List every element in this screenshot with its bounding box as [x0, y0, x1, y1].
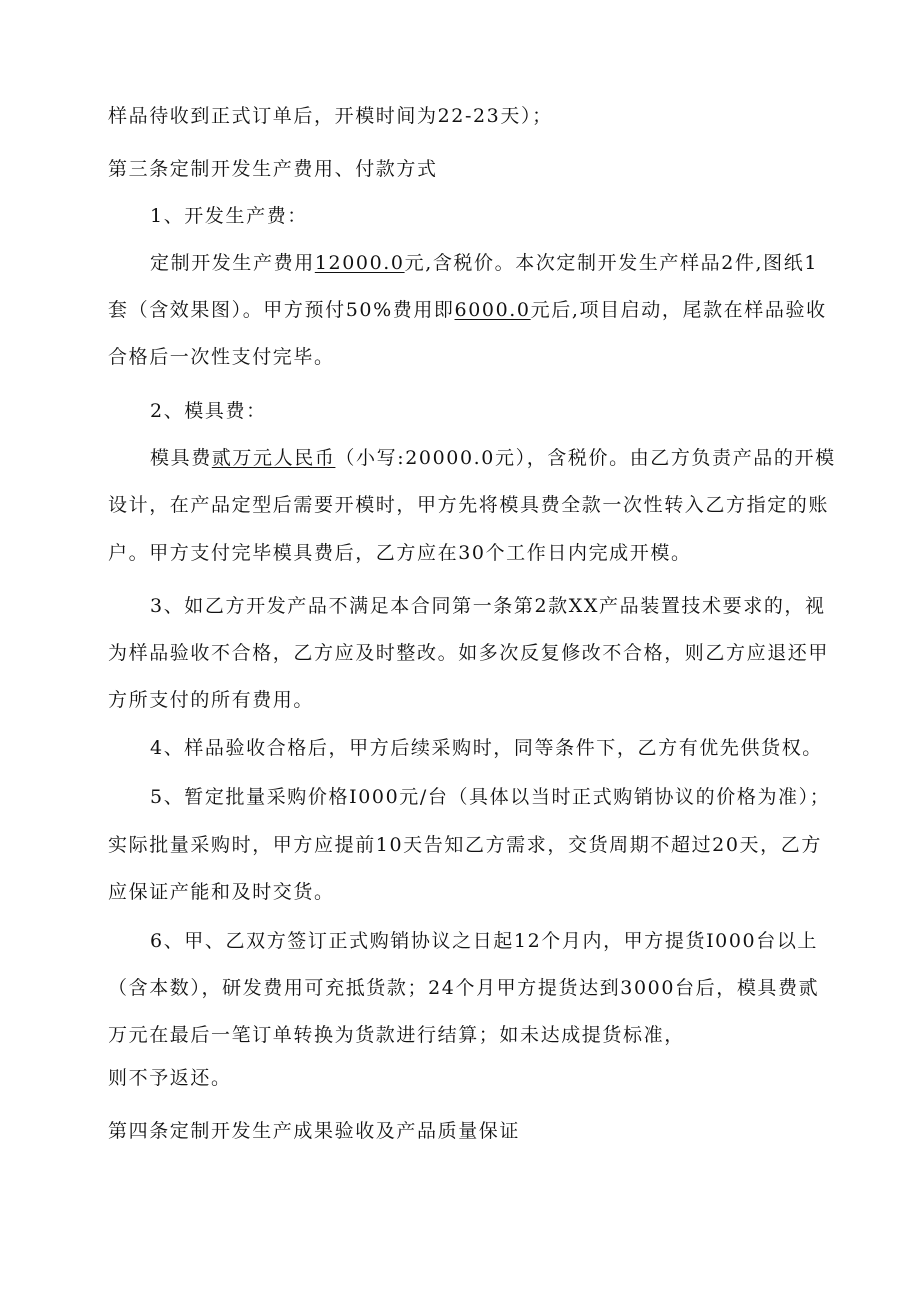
- text-line: 万元在最后一笔订单转换为货款进行结算；如未达成提货标准，: [108, 1024, 685, 1046]
- text-line: 则不予返还。: [108, 1067, 232, 1089]
- prepay-amount: 6000.0: [454, 299, 531, 321]
- text-line: 3、如乙方开发产品不满足本合同第一条第2款XX产品装置技术要求的，视: [150, 595, 826, 617]
- text-line: 6、甲、乙双方签订正式购销协议之日起12个月内，甲方提货I000台以上: [150, 930, 819, 952]
- text-line: [150, 250, 818, 276]
- text-line: 合格后一次性支付完毕。: [108, 346, 335, 368]
- text-line: 设计，在产品定型后需要开模时，甲方先将模具费全款一次性转入乙方指定的账: [108, 494, 830, 516]
- mold-fee-words: 贰万元人民币: [211, 447, 336, 469]
- prepay-prefix: 套（含效果图）。甲方预付50%费用即: [108, 299, 455, 321]
- dev-fee-prefix: 定制开发生产费用: [150, 252, 315, 274]
- mold-fee-label: 模具费: [150, 447, 212, 469]
- section-heading: 第三条定制开发生产费用、付款方式: [108, 158, 438, 180]
- text-line: 样品待收到正式订单后，开模时间为22-23天）；: [108, 105, 553, 127]
- text-line: 户。甲方支付完毕模具费后，乙方应在30个工作日内完成开模。: [108, 542, 692, 564]
- text-line: 实际批量采购时，甲方应提前10天告知乙方需求，交货周期不超过20天，乙方: [108, 834, 822, 856]
- text-line: 方所支付的所有费用。: [108, 689, 315, 711]
- text-line: [108, 297, 827, 323]
- text-line: 应保证产能和及时交货。: [108, 881, 335, 903]
- text-line: 为样品验收不合格，乙方应及时整改。如多次反复修改不合格，则乙方应退还甲: [108, 642, 830, 664]
- dev-fee-amount: 12000.0: [314, 252, 405, 274]
- text-line: 5、暂定批量采购价格I000元/台（具体以当时正式购销协议的价格为准）；: [150, 786, 831, 808]
- prepay-suffix: 元后,项目启动，尾款在样品验收: [530, 299, 827, 321]
- text-line: [150, 445, 836, 471]
- dev-fee-suffix: 元,含税价。本次定制开发生产样品2件,图纸1: [404, 252, 819, 274]
- subsection-heading: 2、模具费：: [150, 400, 267, 422]
- subsection-heading: 1、开发生产费：: [150, 205, 308, 227]
- section-heading: 第四条定制开发生产成果验收及产品质量保证: [108, 1120, 521, 1142]
- text-line: （含本数），研发费用可充抵货款；24个月甲方提货达到3000台后，模具费贰: [108, 977, 820, 999]
- mold-fee-detail: （小写:20000.0元），含税价。由乙方负责产品的开模: [335, 447, 836, 469]
- text-line: 4、样品验收合格后，甲方后续采购时，同等条件下，乙方有优先供货权。: [150, 737, 823, 759]
